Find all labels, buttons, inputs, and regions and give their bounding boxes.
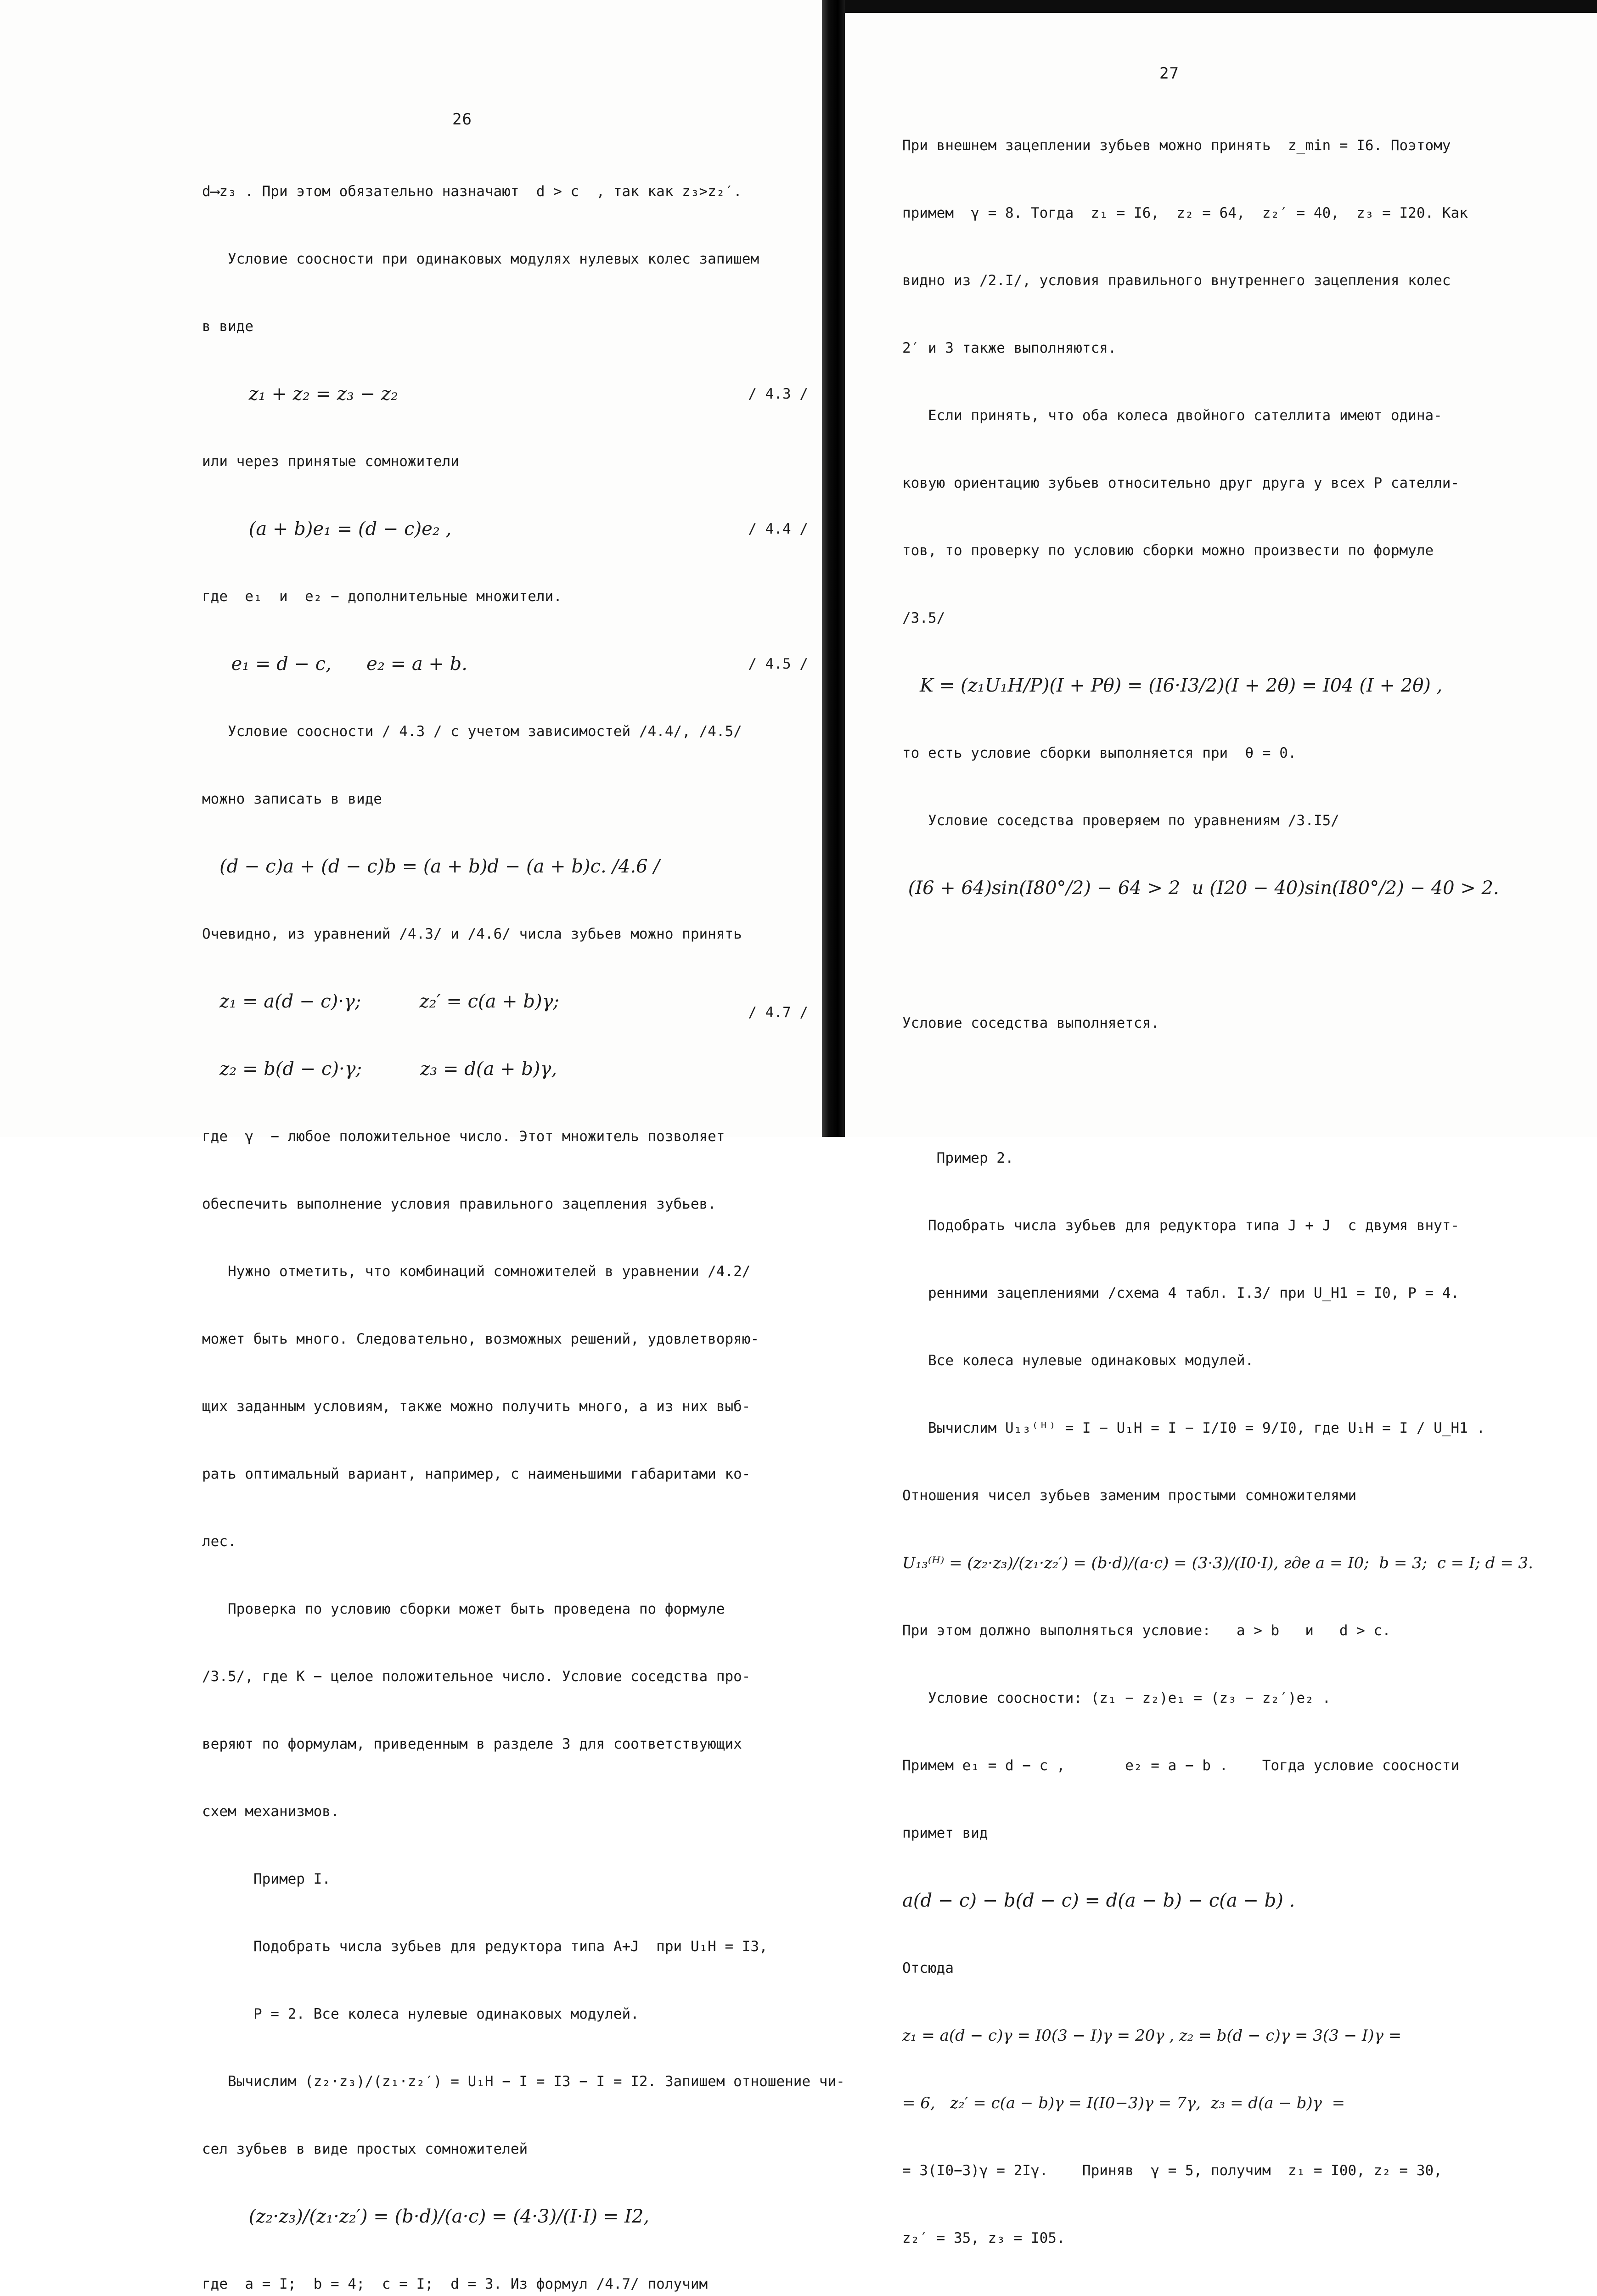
equation-number: / 4.3 / bbox=[748, 386, 808, 402]
equation-line bbox=[202, 653, 808, 675]
text-line: Подобрать числа зубьев для редуктора типа A+J при U₁H = I3, bbox=[202, 1938, 768, 1955]
equation-line bbox=[202, 383, 808, 405]
equation-number: / 4.4 / bbox=[748, 521, 808, 537]
text-line: /3.5/, где K − целое положительное число. Условие соседства про- bbox=[202, 1668, 751, 1685]
book-gutter bbox=[822, 0, 845, 1137]
text-line: Вычислим (z₂·z₃)/(z₁·z₂′) = U₁H − I = I3 − I = I2. Запишем отношение чи- bbox=[202, 2073, 845, 2090]
equation-number: / 4.7 / bbox=[748, 1004, 808, 1021]
text-line: где a = I; b = 4; c = I; d = 3. Из формул /4.7/ получим bbox=[202, 2276, 708, 2292]
text-line: где γ − любое положительное число. Этот множитель позволяет bbox=[202, 1128, 725, 1145]
text-line: /3.5/ bbox=[902, 610, 945, 626]
example-heading: Пример 2. bbox=[902, 1150, 1014, 1166]
text-line: Условие соседства проверяем по уравнениям /3.I5/ bbox=[902, 812, 1339, 829]
text-line: Нужно отметить, что комбинаций сомножителей в уравнении /4.2/ bbox=[202, 1263, 751, 1280]
equation-line: (z₂·z₃)/(z₁·z₂′) = (b·d)/(a·c) = (4·3)/(I·I) = I2, bbox=[202, 2206, 649, 2227]
text-line: Подобрать числа зубьев для редуктора типа J + J с двумя внут- bbox=[902, 1217, 1460, 1234]
equation-line: a(d − c) − b(d − c) = d(a − b) − c(a − b) . bbox=[902, 1890, 1295, 1911]
text-line bbox=[902, 945, 1554, 967]
equation-text: z₁ = a(d − c)·γ; z₂′ = c(a + b)γ; bbox=[202, 991, 559, 1012]
equation-line: U₁₃⁽ᴴ⁾ = (z₂·z₃)/(z₁·z₂′) = (b·d)/(a·c) = (3·3)/(I0·I), где a = I0; b = 3; c = I; d = 3. bbox=[902, 1554, 1533, 1572]
text-line: то есть условие сборки выполняется при θ = 0. bbox=[902, 745, 1297, 761]
equation-line: (d − c)a + (d − c)b = (a + b)d − (a + b)c. /4.6 / bbox=[202, 856, 660, 877]
text-line: ковую ориентацию зубьев относительно друг друга у всех P сателли- bbox=[902, 475, 1460, 491]
text-line: можно записать в виде bbox=[202, 791, 382, 807]
text-line: сел зубьев в виде простых сомножителей bbox=[202, 2141, 528, 2157]
text-line: примет вид bbox=[902, 1825, 988, 1841]
example-heading: Пример I. bbox=[202, 1871, 331, 1887]
text-line: видно из /2.I/, условия правильного внутреннего зацепления колес bbox=[902, 272, 1451, 289]
text-line: При внешнем зацеплении зубьев можно принять z_min = I6. Поэтому bbox=[902, 137, 1451, 154]
text-line: Все колеса нулевые одинаковых модулей. bbox=[902, 1352, 1254, 1369]
text-line: Примем e₁ = d − c , e₂ = a − b . Тогда условие соосности bbox=[902, 1757, 1460, 1774]
text-line: щих заданным условиям, также можно получить много, а из них выб- bbox=[202, 1398, 751, 1415]
scan-edge-mark bbox=[845, 0, 1597, 13]
text-line: схем механизмов. bbox=[202, 1803, 339, 1820]
text-line: При этом должно выполняться условие: a > b и d > c. bbox=[902, 1622, 1391, 1639]
text-line: Если принять, что оба колеса двойного сателлита имеют одина- bbox=[902, 407, 1442, 424]
text-line: обеспечить выполнение условия правильного зацепления зубьев. bbox=[202, 1196, 716, 1212]
equation-line: K = (z₁U₁H/P)(I + Pθ) = (I6·I3/2)(I + 2θ) = I04 (I + 2θ) , bbox=[902, 675, 1443, 696]
text-line: веряют по формулам, приведенным в разделе 3 для соответствующих bbox=[202, 1736, 742, 1752]
equation-line: = 6, z₂′ = c(a − b)γ = I(I0−3)γ = 7γ, z₃ = d(a − b)γ = bbox=[902, 2094, 1345, 2112]
text-line: Условие соосности при одинаковых модулях нулевых колес запишем bbox=[202, 251, 759, 267]
equation-number: / 4.5 / bbox=[748, 656, 808, 672]
equation-line: z₁ = a(d − c)γ = I0(3 − I)γ = 20γ , z₂ = b(d − c)γ = 3(3 − I)γ = bbox=[902, 2026, 1402, 2045]
text-line: Условие соседства выполняется. bbox=[902, 1015, 1159, 1031]
right-page-text bbox=[902, 90, 1554, 2296]
page-number: 26 bbox=[452, 110, 472, 129]
text-line: Условие соосности: (z₁ − z₂)e₁ = (z₃ − z₂′)e₂ . bbox=[902, 1690, 1331, 1706]
text-line: или через принятые сомножители bbox=[202, 453, 459, 470]
text-line: z₂′ = 35, z₃ = I05. bbox=[902, 2230, 1065, 2246]
text-line: примем γ = 8. Тогда z₁ = I6, z₂ = 64, z₂′ = 40, z₃ = I20. Как bbox=[902, 205, 1468, 221]
text-line: P = 2. Все колеса нулевые одинаковых модулей. bbox=[202, 2006, 639, 2022]
equation-line: (I6 + 64)sin(I80°/2) − 64 > 2 и (I20 − 40)sin(I80°/2) − 40 > 2. bbox=[902, 878, 1499, 899]
text-line: Отсюда bbox=[902, 1960, 954, 1976]
text-line: Очевидно, из уравнений /4.3/ и /4.6/ числа зубьев можно принять bbox=[202, 926, 742, 942]
text-line: в виде bbox=[202, 318, 253, 335]
text-line: 2′ и 3 также выполняются. bbox=[902, 340, 1117, 356]
text-line: = 3(I0−3)γ = 2Iγ. Приняв γ = 5, получим z₁ = I00, z₂ = 30, bbox=[902, 2162, 1442, 2179]
left-page-text bbox=[202, 135, 845, 2296]
equation-text: e₁ = d − c, e₂ = a + b. bbox=[202, 653, 467, 675]
text-line: тов, то проверку по условию сборки можно произвести по формуле bbox=[902, 542, 1434, 559]
equation-line bbox=[202, 518, 808, 540]
text-line: Условие соосности / 4.3 / с учетом зависимостей /4.4/, /4.5/ bbox=[202, 723, 742, 740]
page-number: 27 bbox=[1159, 64, 1179, 83]
text-line: лес. bbox=[202, 1533, 236, 1550]
text-line: может быть много. Следовательно, возможных решений, удовлетворяю- bbox=[202, 1331, 759, 1347]
text-line: d⟶z₃ . При этом обязательно назначают d > c , так как z₃>z₂′. bbox=[202, 183, 742, 200]
text-line bbox=[902, 1080, 1554, 1102]
equation-text: z₁ + z₂ = z₃ − z₂ bbox=[202, 383, 398, 405]
text-line: Проверка по условию сборки может быть проведена по формуле bbox=[202, 1601, 725, 1617]
text-line: Вычислим U₁₃⁽ᴴ⁾ = I − U₁H = I − I/I0 = 9/I0, где U₁H = I / U_H1 . bbox=[902, 1420, 1485, 1436]
text-line: рать оптимальный вариант, например, с наименьшими габаритами ко- bbox=[202, 1466, 751, 1482]
text-line: Отношения чисел зубьев заменим простыми сомножителями bbox=[902, 1487, 1357, 1504]
equation-line bbox=[202, 990, 808, 1021]
text-line: ренними зацеплениями /схема 4 табл. I.3/ при U_H1 = I0, P = 4. bbox=[902, 1285, 1460, 1301]
equation-text: (a + b)e₁ = (d − c)e₂ , bbox=[202, 518, 452, 540]
equation-line: z₂ = b(d − c)·γ; z₃ = d(a + b)γ, bbox=[202, 1058, 557, 1080]
text-line: где e₁ и e₂ − дополнительные множители. bbox=[202, 588, 562, 605]
